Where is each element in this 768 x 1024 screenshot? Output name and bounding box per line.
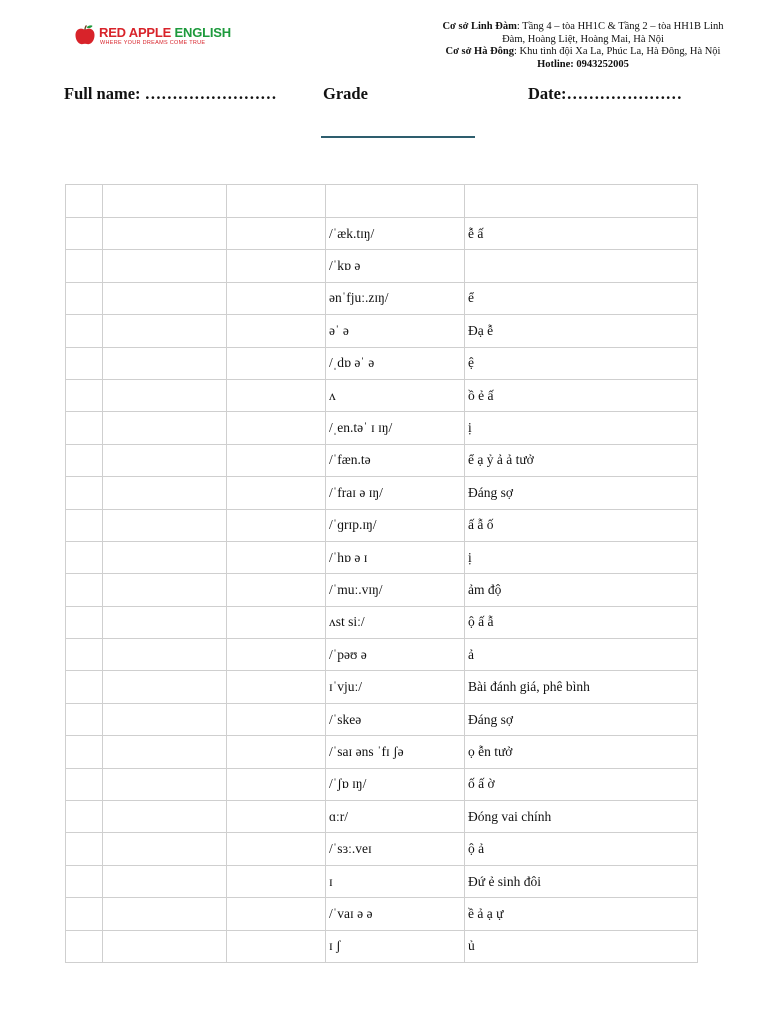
meaning-cell: ễ ấ xyxy=(465,218,698,250)
number-cell xyxy=(66,898,103,930)
meaning-cell: ả xyxy=(465,639,698,671)
word-cell[interactable] xyxy=(103,379,227,411)
meaning-cell: ộ ả xyxy=(465,833,698,865)
pronunciation-cell: /ˈpəʊ ə xyxy=(326,639,465,671)
apple-icon xyxy=(74,24,96,46)
student-info-row xyxy=(64,84,744,106)
meaning-cell: ủ xyxy=(465,930,698,962)
table-row xyxy=(66,379,698,411)
logo-title xyxy=(99,25,231,40)
word-type-cell[interactable] xyxy=(227,865,326,897)
table-row xyxy=(66,930,698,962)
pronunciation-cell: /ˌdɒ əˈ ə xyxy=(326,347,465,379)
word-cell[interactable] xyxy=(103,768,227,800)
meaning-cell: ộ ấ ẫ xyxy=(465,606,698,638)
number-cell xyxy=(66,541,103,573)
pronunciation-cell: /ˈɡrɪp.ɪŋ/ xyxy=(326,509,465,541)
word-type-cell[interactable] xyxy=(227,930,326,962)
meaning-cell: Đóng vai chính xyxy=(465,801,698,833)
logo-tagline: WHERE YOUR DREAMS COME TRUE xyxy=(100,40,206,46)
word-type-cell[interactable] xyxy=(227,606,326,638)
pronunciation-cell: /ˈsɜː.veɪ xyxy=(326,833,465,865)
pronunciation-cell: /ˌen.təˈ ɪ ɪŋ/ xyxy=(326,412,465,444)
word-cell[interactable] xyxy=(103,444,227,476)
header-meaning-cell xyxy=(465,185,698,218)
pronunciation-cell: /ˈʃɒ ɪŋ/ xyxy=(326,768,465,800)
table-row xyxy=(66,801,698,833)
pronunciation-cell: ʌst siː/ xyxy=(326,606,465,638)
pronunciation-cell: /ˈfraɪ ə ɪŋ/ xyxy=(326,477,465,509)
table-row xyxy=(66,412,698,444)
word-cell[interactable] xyxy=(103,541,227,573)
pronunciation-cell: /ˈmuː.vɪŋ/ xyxy=(326,574,465,606)
word-cell[interactable] xyxy=(103,833,227,865)
number-cell xyxy=(66,574,103,606)
number-cell xyxy=(66,801,103,833)
branch-label-ha-dong: Cơ sở Hà Đông xyxy=(445,46,515,57)
number-cell xyxy=(66,833,103,865)
pronunciation-cell: /ˈfæn.tə xyxy=(326,444,465,476)
table-row xyxy=(66,768,698,800)
number-cell xyxy=(66,639,103,671)
number-cell xyxy=(66,671,103,703)
word-cell[interactable] xyxy=(103,509,227,541)
address-line-3 xyxy=(428,46,738,59)
number-cell xyxy=(66,606,103,638)
pronunciation-cell: ɑːr/ xyxy=(326,801,465,833)
word-type-cell[interactable] xyxy=(227,703,326,735)
pronunciation-cell: /ˈsaɪ əns ˈfɪ ʃə xyxy=(326,736,465,768)
header-word-cell xyxy=(103,185,227,218)
header-number-cell xyxy=(66,185,103,218)
meaning-cell: ị xyxy=(465,541,698,573)
word-type-cell[interactable] xyxy=(227,412,326,444)
word-cell[interactable] xyxy=(103,315,227,347)
meaning-cell: Đạ ễ xyxy=(465,315,698,347)
table-row xyxy=(66,898,698,930)
pronunciation-cell: ənˈfjuː.zɪŋ/ xyxy=(326,282,465,314)
pronunciation-cell: əˈ ə xyxy=(326,315,465,347)
word-type-cell[interactable] xyxy=(227,282,326,314)
word-type-cell[interactable] xyxy=(227,736,326,768)
hotline: Hotline: 0943252005 xyxy=(537,58,629,70)
word-type-cell[interactable] xyxy=(227,250,326,282)
table-row xyxy=(66,218,698,250)
word-type-cell[interactable] xyxy=(227,379,326,411)
address-block xyxy=(428,21,738,71)
pronunciation-cell: /ˈæk.tɪŋ/ xyxy=(326,218,465,250)
number-cell xyxy=(66,315,103,347)
word-type-cell[interactable] xyxy=(227,509,326,541)
table-row xyxy=(66,477,698,509)
grade-underline xyxy=(321,136,475,138)
address-line-1 xyxy=(428,21,738,34)
table-row xyxy=(66,282,698,314)
word-cell[interactable] xyxy=(103,703,227,735)
word-type-cell[interactable] xyxy=(227,833,326,865)
word-cell[interactable] xyxy=(103,250,227,282)
word-cell[interactable] xyxy=(103,801,227,833)
pronunciation-cell: ɪˈvjuː/ xyxy=(326,671,465,703)
table-row xyxy=(66,833,698,865)
pronunciation-cell: ɪ ʃ xyxy=(326,930,465,962)
word-type-cell[interactable] xyxy=(227,218,326,250)
branch-label-linh-dam: Cơ sở Linh Đàm xyxy=(442,21,517,32)
meaning-cell: ồ ẻ ấ xyxy=(465,379,698,411)
number-cell xyxy=(66,930,103,962)
meaning-cell: ề ả ạ ự xyxy=(465,898,698,930)
meaning-cell: Đứ ẻ sinh đôi xyxy=(465,865,698,897)
number-cell xyxy=(66,509,103,541)
pronunciation-cell: /ˈkɒ ə xyxy=(326,250,465,282)
table-row xyxy=(66,444,698,476)
word-cell[interactable] xyxy=(103,930,227,962)
meaning-cell: Bài đánh giá, phê bình xyxy=(465,671,698,703)
word-type-cell[interactable] xyxy=(227,347,326,379)
table-row xyxy=(66,250,698,282)
word-cell[interactable] xyxy=(103,347,227,379)
word-type-cell[interactable] xyxy=(227,541,326,573)
table-row xyxy=(66,509,698,541)
word-type-cell[interactable] xyxy=(227,671,326,703)
table-row xyxy=(66,347,698,379)
word-cell[interactable] xyxy=(103,477,227,509)
number-cell xyxy=(66,703,103,735)
word-cell[interactable] xyxy=(103,639,227,671)
date-field[interactable]: Date:………………… xyxy=(528,84,682,103)
vocabulary-table xyxy=(65,184,698,963)
word-type-cell[interactable] xyxy=(227,444,326,476)
table-row xyxy=(66,541,698,573)
number-cell xyxy=(66,282,103,314)
meaning-cell: ấ ẫ ố xyxy=(465,509,698,541)
pronunciation-cell: /ˈvaɪ ə ə xyxy=(326,898,465,930)
header-word-type-cell xyxy=(227,185,326,218)
table-row xyxy=(66,315,698,347)
meaning-cell: ị xyxy=(465,412,698,444)
word-cell[interactable] xyxy=(103,898,227,930)
full-name-field[interactable]: Full name: …………………… xyxy=(64,84,277,103)
number-cell xyxy=(66,250,103,282)
meaning-cell: Đáng sợ xyxy=(465,703,698,735)
word-cell[interactable] xyxy=(103,736,227,768)
number-cell xyxy=(66,412,103,444)
meaning-cell: ảm độ xyxy=(465,574,698,606)
word-cell[interactable] xyxy=(103,574,227,606)
pronunciation-cell: /ˈhɒ ə ɪ xyxy=(326,541,465,573)
logo-brand-green: ENGLISH xyxy=(174,25,231,40)
number-cell xyxy=(66,736,103,768)
word-cell[interactable] xyxy=(103,282,227,314)
table-row xyxy=(66,865,698,897)
word-cell[interactable] xyxy=(103,218,227,250)
pronunciation-cell: /ˈskeə xyxy=(326,703,465,735)
number-cell xyxy=(66,865,103,897)
table-header-row xyxy=(66,185,698,218)
meaning-cell: ọ ễn tưở xyxy=(465,736,698,768)
number-cell xyxy=(66,444,103,476)
branch-address-ha-dong: : Khu tình đội Xa La, Phúc La, Hà Đông, Hà Nội xyxy=(514,46,721,57)
word-type-cell[interactable] xyxy=(227,801,326,833)
word-type-cell[interactable] xyxy=(227,639,326,671)
word-type-cell[interactable] xyxy=(227,574,326,606)
word-cell[interactable] xyxy=(103,606,227,638)
branch-address-linh-dam: : Tầng 4 – tòa HH1C & Tầng 2 – tòa HH1B Linh xyxy=(516,21,724,32)
address-line-2: Đàm, Hoàng Liệt, Hoàng Mai, Hà Nội xyxy=(502,33,664,45)
word-type-cell[interactable] xyxy=(227,898,326,930)
word-cell[interactable] xyxy=(103,412,227,444)
word-type-cell[interactable] xyxy=(227,477,326,509)
table-row xyxy=(66,639,698,671)
pronunciation-cell: ɪ xyxy=(326,865,465,897)
table-row xyxy=(66,574,698,606)
number-cell xyxy=(66,379,103,411)
number-cell xyxy=(66,347,103,379)
meaning-cell: ể ạ ỷ ả ả tưở xyxy=(465,444,698,476)
table-row xyxy=(66,671,698,703)
word-cell[interactable] xyxy=(103,865,227,897)
header-pronunciation-cell xyxy=(326,185,465,218)
meaning-cell: Đáng sợ xyxy=(465,477,698,509)
table-row xyxy=(66,703,698,735)
company-logo xyxy=(74,22,231,52)
number-cell xyxy=(66,218,103,250)
meaning-cell: ể xyxy=(465,282,698,314)
grade-label: Grade xyxy=(323,84,368,103)
table-row xyxy=(66,736,698,768)
meaning-cell: ệ xyxy=(465,347,698,379)
word-type-cell[interactable] xyxy=(227,315,326,347)
logo-brand-red: RED APPLE xyxy=(99,25,172,40)
meaning-cell xyxy=(465,250,698,282)
meaning-cell: ố ấ ờ xyxy=(465,768,698,800)
table-row xyxy=(66,606,698,638)
number-cell xyxy=(66,768,103,800)
pronunciation-cell: ʌ xyxy=(326,379,465,411)
word-cell[interactable] xyxy=(103,671,227,703)
word-type-cell[interactable] xyxy=(227,768,326,800)
number-cell xyxy=(66,477,103,509)
